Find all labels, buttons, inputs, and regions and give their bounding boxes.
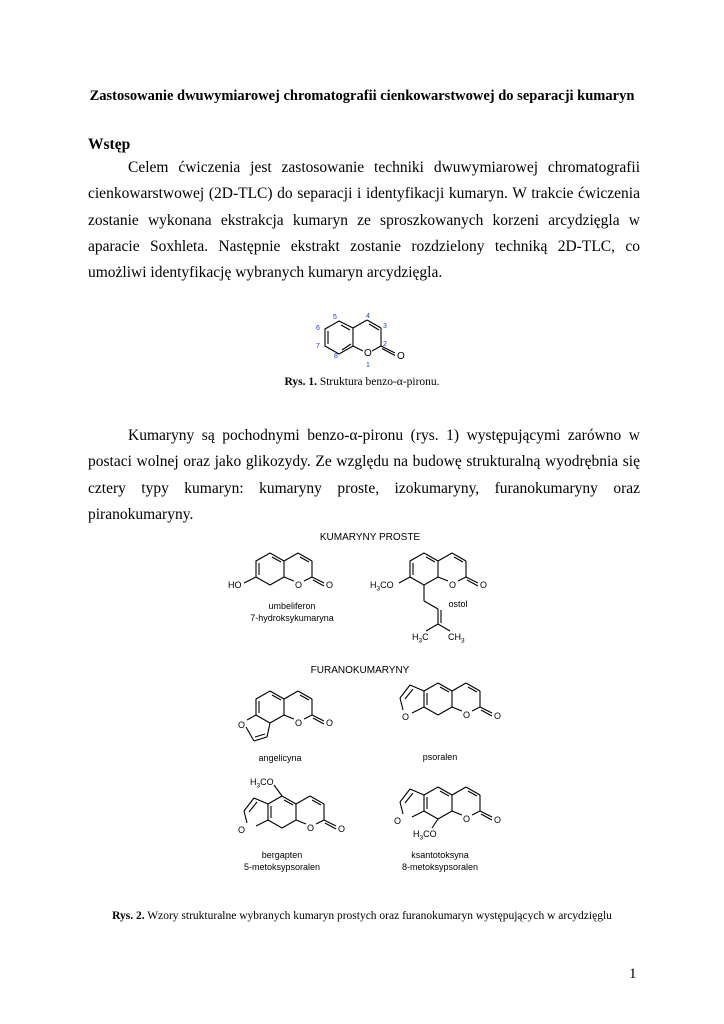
ring-oxygen-label: O — [364, 348, 372, 359]
atom-number-2: 2 — [383, 341, 387, 348]
ksantotoksyna-structure — [400, 787, 492, 828]
bergapten-carbonyl-oxygen: O — [338, 824, 346, 834]
ostol-ring-oxygen: O — [449, 580, 457, 590]
umbeliferon-hydroxy-label: HO — [228, 580, 242, 590]
document-title: Zastosowanie dwuwymiarowej chromatografii cienkowarstwowej do separacji kumaryn — [89, 88, 635, 104]
bergapten-structure — [244, 785, 336, 829]
section-heading: Wstęp — [88, 136, 131, 153]
ksantotoksyna-ring-oxygen: O — [463, 814, 471, 824]
angelicyna-structure — [246, 691, 324, 741]
ostol-methyl-left: $H_3C$ — [412, 632, 429, 645]
carbonyl-oxygen-label: O — [397, 351, 405, 362]
psoralen-structure — [400, 683, 492, 716]
atom-number-5: 5 — [333, 314, 337, 321]
psoralen-carbonyl-oxygen: O — [494, 711, 502, 721]
bergapten-alt-name: 5-metoksypsoralen — [243, 862, 321, 872]
heading-furanocoumarins: FURANOKUMARYNY — [310, 665, 410, 676]
ksantotoksyna-name: ksantotoksyna — [411, 850, 469, 860]
umbeliferon-carbonyl-oxygen: O — [326, 580, 334, 590]
ksantotoksyna-carbonyl-oxygen: O — [494, 815, 502, 825]
figure-1-benzopyrone-structure — [306, 308, 416, 372]
angelicyna-carbonyl-oxygen: O — [326, 718, 334, 728]
bergapten-furan-oxygen: O — [238, 825, 246, 835]
coumarin-types-paragraph: Kumaryny są pochodnymi benzo-α-pironu (rys. 1) występującymi zarówno w postaci wolnej oraz jako glikozydy. Ze względu na budowę strukturalną wyodrębnia się cztery typy kumaryn: kumaryny proste, izokumaryny, furanokumaryny oraz piranokumaryny. — [88, 427, 640, 523]
figure-2-coumarin-structures — [200, 522, 530, 902]
figure-2-caption — [0, 910, 724, 922]
ostol-name: ostol — [448, 599, 468, 609]
angelicyna-name: angelicyna — [258, 753, 302, 763]
psoralen-furan-oxygen: O — [402, 712, 410, 722]
ksantotoksyna-methoxy-label: $H_3CO$ — [413, 829, 437, 842]
ostol-structure — [399, 553, 478, 631]
angelicyna-furan-oxygen: O — [238, 720, 246, 730]
ksantotoksyna-alt-name: 8-metoksypsoralen — [401, 862, 479, 872]
atom-number-7: 7 — [316, 343, 320, 350]
ostol-carbonyl-oxygen: O — [480, 580, 488, 590]
atom-number-3: 3 — [383, 323, 387, 330]
figure-2-caption-label: Rys. 2. — [112, 910, 145, 922]
umbeliferon-name: umbeliferon — [268, 601, 316, 611]
ksantotoksyna-furan-oxygen: O — [394, 816, 402, 826]
atom-number-4: 4 — [366, 313, 370, 320]
bergapten-ring-oxygen: O — [307, 823, 315, 833]
figure-1-caption-text: Struktura benzo-α-pironu. — [319, 376, 440, 388]
atom-number-1: 1 — [366, 362, 370, 369]
angelicyna-ring-oxygen: O — [295, 718, 303, 728]
ostol-methyl-right: $CH_3$ — [448, 632, 465, 645]
umbeliferon-structure — [244, 553, 324, 586]
figure-1-caption-label: Rys. 1. — [284, 376, 317, 388]
figure-1-caption — [0, 376, 724, 388]
atom-number-8: 8 — [334, 353, 338, 360]
heading-simple-coumarins: KUMARYNY PROSTE — [319, 532, 421, 543]
bergapten-name: bergapten — [261, 850, 303, 860]
psoralen-name: psoralen — [422, 752, 458, 762]
umbeliferon-ring-oxygen: O — [295, 580, 303, 590]
umbeliferon-alt-name: 7-hydroksykumaryna — [250, 613, 334, 623]
atom-number-6: 6 — [316, 325, 320, 332]
psoralen-ring-oxygen: O — [463, 710, 471, 720]
bergapten-methoxy-label: $H_3CO$ — [250, 777, 274, 790]
intro-paragraph: Celem ćwiczenia jest zastosowanie techniki dwuwymiarowej chromatografii cienkowarstwowej (2D-TLC) do separacji i identyfikacji kumaryn. W trakcie ćwiczenia zostanie wykonana ekstrakcja kumaryn ze sproszkowanych korzeni arcydzięgla w aparacie Soxhleta. Następnie ekstrakt zostanie rozdzielony techniką 2D-TLC, co umożliwi identyfikację wybranych kumaryn arcydzięgla. — [88, 159, 640, 282]
figure-2-caption-text: Wzory strukturalne wybranych kumaryn prostych oraz furanokumaryn występujących w arcydzięglu — [147, 910, 612, 922]
ostol-methoxy-label: $H_3CO$ — [370, 580, 394, 593]
page-number: 1 — [629, 966, 637, 982]
